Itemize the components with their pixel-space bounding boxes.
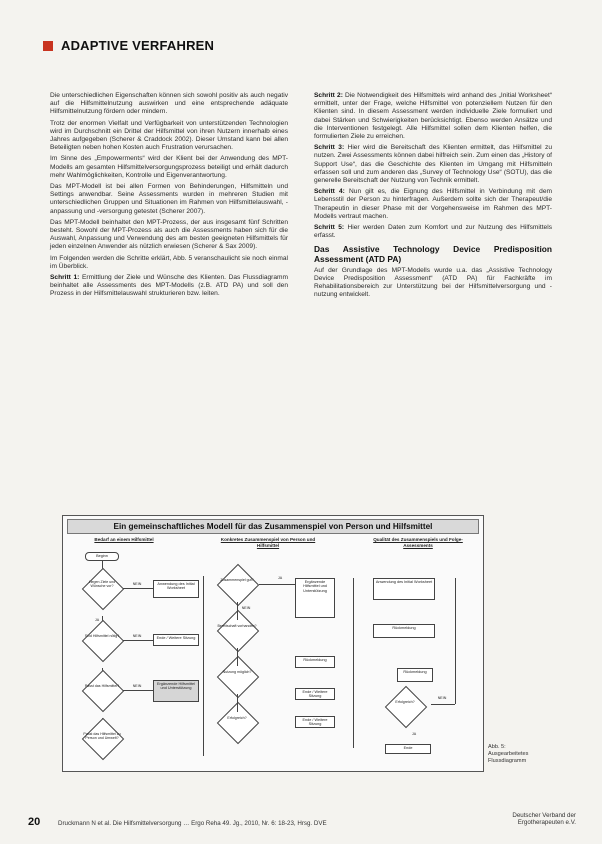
process-node: Rückmeldung — [295, 656, 335, 668]
step-text: Die Notwendigkeit des Hilfsmittels wird anhand des „Initial Worksheet“ ermittelt, unter der Frage, welche Hilfsmittel von potenziellem Nutzen für den Klienten sind. In diesem Assessment werden individuelle Ziele formuliert und dabei Stärken und Schwierigkeiten berücksichtigt. Ebenso werden Ansätze und die Interventionen festgelegt. Alle Hilfsmittel sollen dem Klienten helfen, die formulierten Ziele zu erreichen. — [314, 92, 553, 141]
caption-label: Abb. 5: — [488, 744, 506, 750]
decision-diamond — [82, 568, 124, 610]
branch-label: NEIN — [132, 634, 142, 638]
decision-label: Passt das Hilfsmittel? — [84, 684, 120, 688]
connector — [237, 694, 238, 712]
decision-diamond — [82, 670, 124, 712]
step-text: Ermittlung der Ziele und Wünsche des Klienten. Das Flussdiagramm beinhaltet alle Assessments des MPT-Modells (z.B. ATD PA) und soll den Prozess in der Hilfsmittelauswahl strukturieren bzw. leiten. — [50, 274, 288, 298]
connector — [123, 640, 153, 641]
section-header — [43, 38, 214, 53]
decision-diamond — [217, 656, 259, 698]
step-2 — [314, 92, 552, 141]
step-4 — [314, 188, 552, 221]
connector — [431, 704, 455, 705]
column-heading: Bedarf an einem Hilfsmittel — [94, 537, 154, 542]
decision-diamond — [217, 610, 259, 652]
paragraph: Trotz der enormen Vielfalt und Verfügbarkeit von unterstützenden Technologien wird im Durchschnitt ein Drittel der Hilfsmittel von ihren Nutzern innerhalb eines Jahres aufgegeben (Scherer & Craddock 2002). Dieser Umstand kann bei allen Beteiligten neben hohen Kosten auch Frustration verursachen. — [50, 119, 288, 152]
connector — [203, 576, 204, 756]
connector — [455, 578, 456, 704]
branch-label: JA — [277, 576, 283, 580]
process-node: Ergänzende Hilfsmittel und Unterstützung — [295, 578, 335, 618]
connector — [353, 578, 354, 748]
step-label: Schritt 4: — [314, 188, 345, 196]
branch-label: NEIN — [132, 582, 142, 586]
step-label: Schritt 1: — [50, 274, 80, 282]
footer-citation: Druckmann N et al. Die Hilfsmittelversorgung … Ergo Reha 49. Jg., 2010, Nr. 6: 18-23, Hrsg. DVE — [58, 820, 327, 827]
step-3 — [314, 144, 552, 185]
decision-diamond — [82, 620, 124, 662]
section-title: ADAPTIVE VERFAHREN — [61, 38, 215, 53]
decision-label: Zusammenspiel gut? — [220, 578, 254, 582]
step-text: Nun gilt es, die Eignung des Hilfsmittel in Verbindung mit dem Lebensstil der Person zu hinterfragen. Außerdem sollte sich der Therapeut/die Therapeutin in dieser Phase mit der Vorgehensweise im Rahmen des MPT-Modells vertraut machen. — [314, 188, 553, 220]
decision-label: Bereitschaft vorhanden? — [217, 624, 257, 628]
connector — [237, 602, 238, 620]
branch-label: NEIN — [241, 606, 251, 610]
text-column-right — [314, 92, 552, 302]
connector — [123, 588, 153, 589]
publisher-line: Deutscher Verband der — [512, 812, 576, 819]
step-1 — [50, 274, 288, 299]
decision-label: Nutzung möglich? — [222, 670, 252, 674]
publisher-line: Ergotherapeuten e.V. — [517, 819, 576, 827]
process-node: Ergänzende Hilfsmittel und Unterstützung — [153, 680, 199, 702]
connector — [237, 648, 238, 666]
figure-caption — [488, 744, 536, 765]
paragraph: Das MPT-Modell beinhaltet den MPT-Prozess, der aus insgesamt fünf Schritten besteht. Sowohl der MPT-Prozess als auch die Assessments haben sich für die Auswahl, Anpassung und Verwendung des am besten geeigneten Hilfsmittels für jeden einzelnen Anwender als nützlich erwiesen (Scherer & Sax 2009). — [50, 218, 288, 251]
paragraph: Das MPT-Modell ist bei allen Formen von Behinderungen, Hilfsmitteln und Settings anwendbar. Seine Assessments wurden in mehreren Studien mit unterschiedlichen Gruppen und Situationen im Rahmen von Hilfsmittelauswahl, -anpassung und -versorgung getestet (Scherer 2007). — [50, 183, 288, 215]
figure-title: Ein gemeinschaftliches Modell für das Zusammenspiel von Person und Hilfsmittel — [67, 519, 479, 534]
step-text: Hier werden Daten zum Komfort und zur Nutzung des Hilfsmittels erfasst. — [314, 224, 552, 240]
branch-label: JA — [411, 732, 417, 736]
branch-label: NEIN — [132, 684, 142, 688]
connector — [123, 690, 153, 691]
decision-label: Liegen Ziele und Wünsche vor? — [88, 580, 116, 589]
process-node: Anwendung des Initial Worksheet — [373, 578, 435, 600]
column-heading: Qualität des Zusammenspiels und Folge-Assessments — [373, 537, 463, 548]
paragraph: Die unterschiedlichen Eigenschaften können sich sowohl positiv als auch negativ auf die Hilfsmittelnutzung auswirken und eine entsprechende adäquate Hilfsmittelnutzung fördern oder mindern. — [50, 92, 288, 116]
footer-publisher — [480, 812, 576, 827]
paragraph: Auf der Grundlage des MPT-Modells wurde u.a. das „Assistive Technology Device Predisposition Assessment“ (ATD PA) für Fachkräfte im Rehabilitationsbereich zur Unterstützung bei der Hilfsmittelversorgung und -nutzung entwickelt. — [314, 266, 552, 299]
process-node: Ende / Weitere Sitzung — [295, 688, 335, 700]
paragraph: Im Folgenden werden die Schritte erklärt, Abb. 5 veranschaulicht sie noch einmal im Überblick. — [50, 254, 288, 270]
decision-label: Erfolgreich? — [395, 700, 415, 704]
step-5 — [314, 224, 552, 240]
decision-diamond — [217, 702, 259, 744]
process-node: Ende / Weitere Sitzung — [153, 634, 199, 646]
process-node: Ende / Weitere Sitzung — [295, 716, 335, 728]
connector — [259, 584, 295, 585]
start-node: Beginn — [85, 552, 119, 561]
decision-label: Sind Hilfsmittel nötig? — [84, 634, 120, 638]
branch-label: JA — [94, 618, 100, 622]
end-node: Ende — [385, 744, 431, 754]
step-text: Hier wird die Bereitschaft des Klienten ermittelt, das Hilfsmittel zu nutzen. Zwei Assessments können dabei hilfreich sein. Zum einen das „History of Support Use“, das die Geschichte des Klienten im Umgang mit Hilfsmitteln erfassen soll und zum anderen das „Survey of Technology Use“ (SOTU), das die generelle Bereitschaft der Nutzung von Technik ermittelt. — [314, 144, 553, 185]
column-heading: Konkretes Zusammenspiel von Person und Hilfsmittel — [220, 537, 316, 548]
section-marker-icon — [43, 41, 53, 51]
step-label: Schritt 2: — [314, 92, 343, 99]
flowchart-figure — [62, 515, 484, 772]
decision-diamond — [217, 564, 259, 606]
decision-label: Erfolgreich? — [227, 716, 247, 720]
text-column-left — [50, 92, 288, 302]
subheading: Das Assistive Technology Device Predisposition Assessment (ATD PA) — [314, 244, 552, 265]
caption-text: Ausgearbeitetes Flussdiagramm — [488, 751, 529, 764]
process-node: Anwendung des Initial Worksheet — [153, 580, 199, 598]
decision-diamond — [385, 686, 427, 728]
step-label: Schritt 5: — [314, 224, 345, 232]
page-number: 20 — [28, 816, 41, 828]
process-node: Rückmeldung — [397, 668, 433, 682]
process-node: Rückmeldung — [373, 624, 435, 638]
step-label: Schritt 3: — [314, 144, 345, 152]
branch-label: NEIN — [437, 696, 447, 700]
decision-label: Passt das Hilfsmittel zu Person und Umwelt? — [83, 732, 121, 741]
paragraph: Im Sinne des „Empowerments“ wird der Klient bei der Anwendung des MPT-Modells am gesamten Hilfsmittelversorgungsprozess beteiligt und erhält dadurch mehr Wahlmöglichkeiten, Kontrolle und Eigenverantwortung. — [50, 155, 288, 179]
